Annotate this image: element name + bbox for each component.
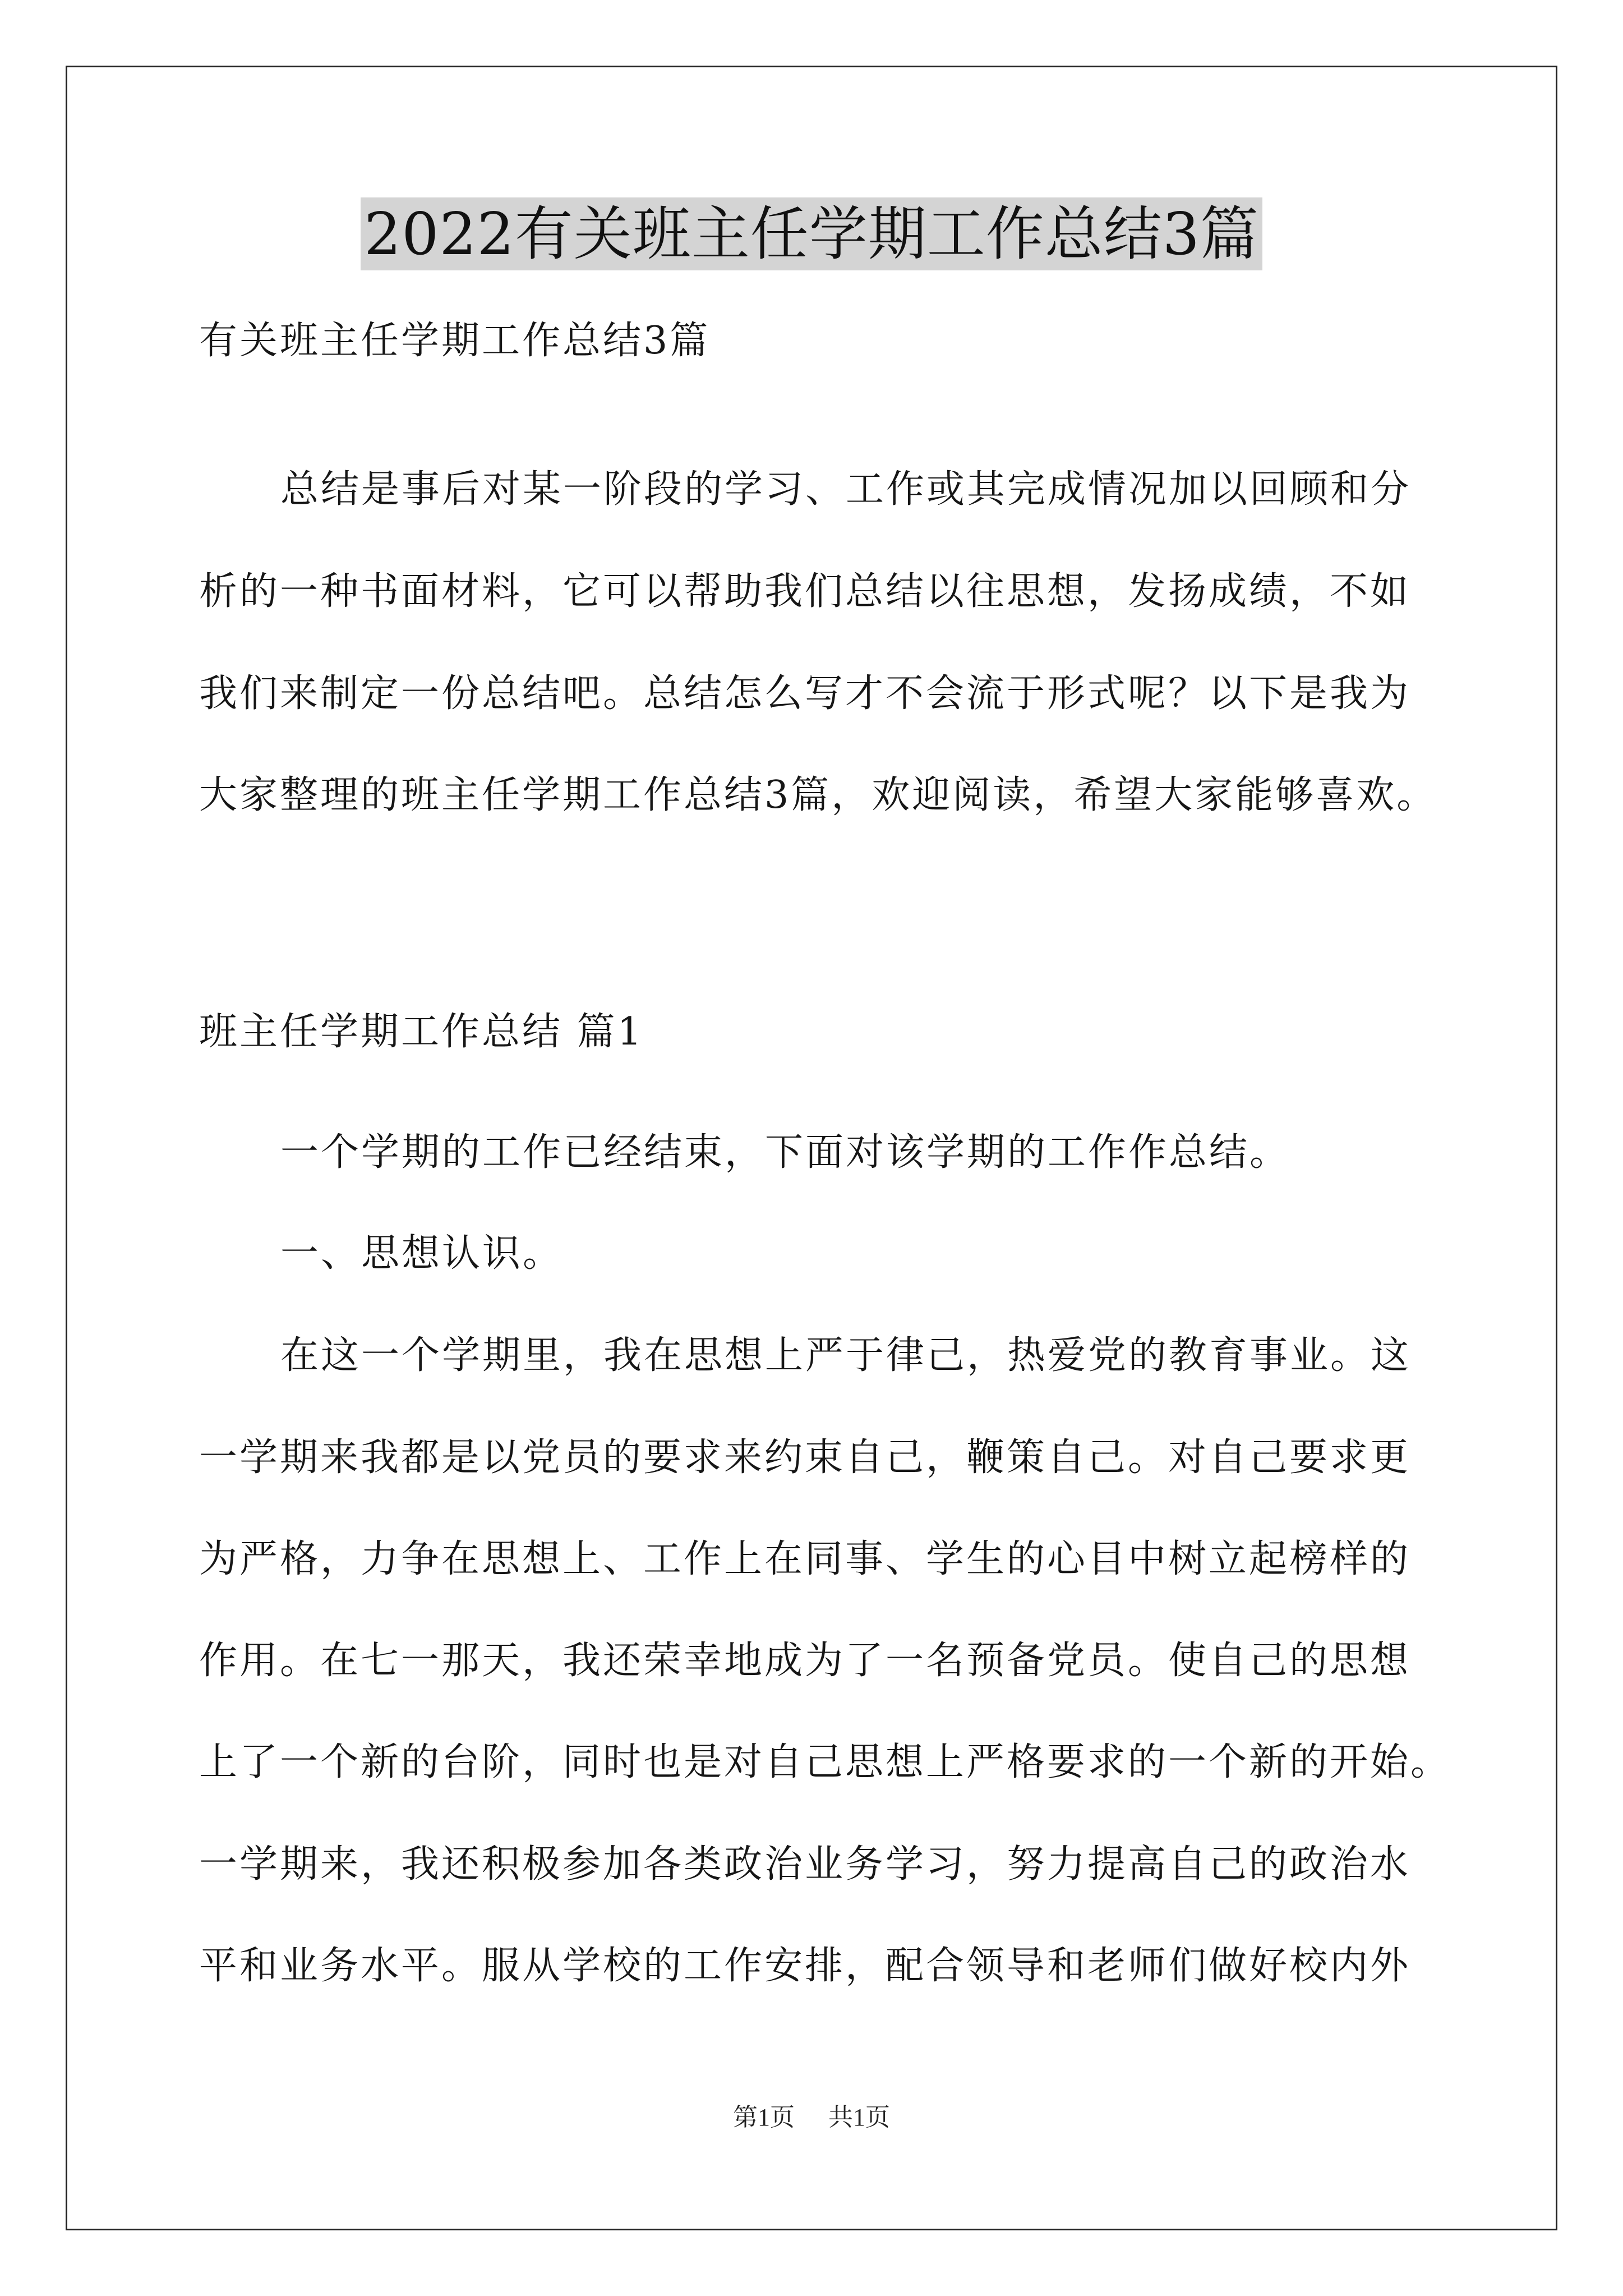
body-line-4: 作用。在七一那天，我还荣幸地成为了一名预备党员。使自己的思想 — [199, 1639, 1411, 1683]
subheading: 一、思想认识。 — [280, 1231, 564, 1276]
document-title — [0, 197, 1623, 270]
intro-line-2: 析的一种书面材料，它可以帮助我们总结以往思想，发扬成绩，不如 — [199, 569, 1411, 614]
body-line-3: 为严格，力争在思想上、工作上在同事、学生的心目中树立起榜样的 — [199, 1537, 1411, 1581]
body-line-7: 平和业务水平。服从学校的工作安排，配合领导和老师们做好校内外 — [199, 1944, 1411, 1988]
body-line-2: 一学期来我都是以党员的要求来约束自己，鞭策自己。对自己要求更 — [199, 1435, 1411, 1480]
section-intro: 一个学期的工作已经结束，下面对该学期的工作作总结。 — [280, 1130, 1290, 1175]
intro-line-4: 大家整理的班主任学期工作总结3篇，欢迎阅读，希望大家能够喜欢。 — [199, 773, 1437, 817]
body-line-1: 在这一个学期里，我在思想上严于律己，热爱党的教育事业。这 — [280, 1333, 1412, 1378]
body-line-5: 上了一个新的台阶，同时也是对自己思想上严格要求的一个新的开始。 — [199, 1740, 1451, 1784]
body-line-6: 一学期来，我还积极参加各类政治业务学习，努力提高自己的政治水 — [199, 1842, 1411, 1887]
page-number: 第1页 — [733, 2104, 795, 2131]
document-subtitle: 有关班主任学期工作总结3篇 — [199, 319, 711, 363]
page-footer — [0, 2101, 1623, 2134]
intro-line-1: 总结是事后对某一阶段的学习、工作或其完成情况加以回顾和分 — [280, 467, 1412, 512]
intro-line-3: 我们来制定一份总结吧。总结怎么写才不会流于形式呢？以下是我为 — [199, 671, 1411, 716]
page-total: 共1页 — [828, 2104, 890, 2131]
section-heading: 班主任学期工作总结 篇1 — [199, 1010, 644, 1054]
document-title-text: 2022有关班主任学期工作总结3篇 — [361, 197, 1262, 270]
